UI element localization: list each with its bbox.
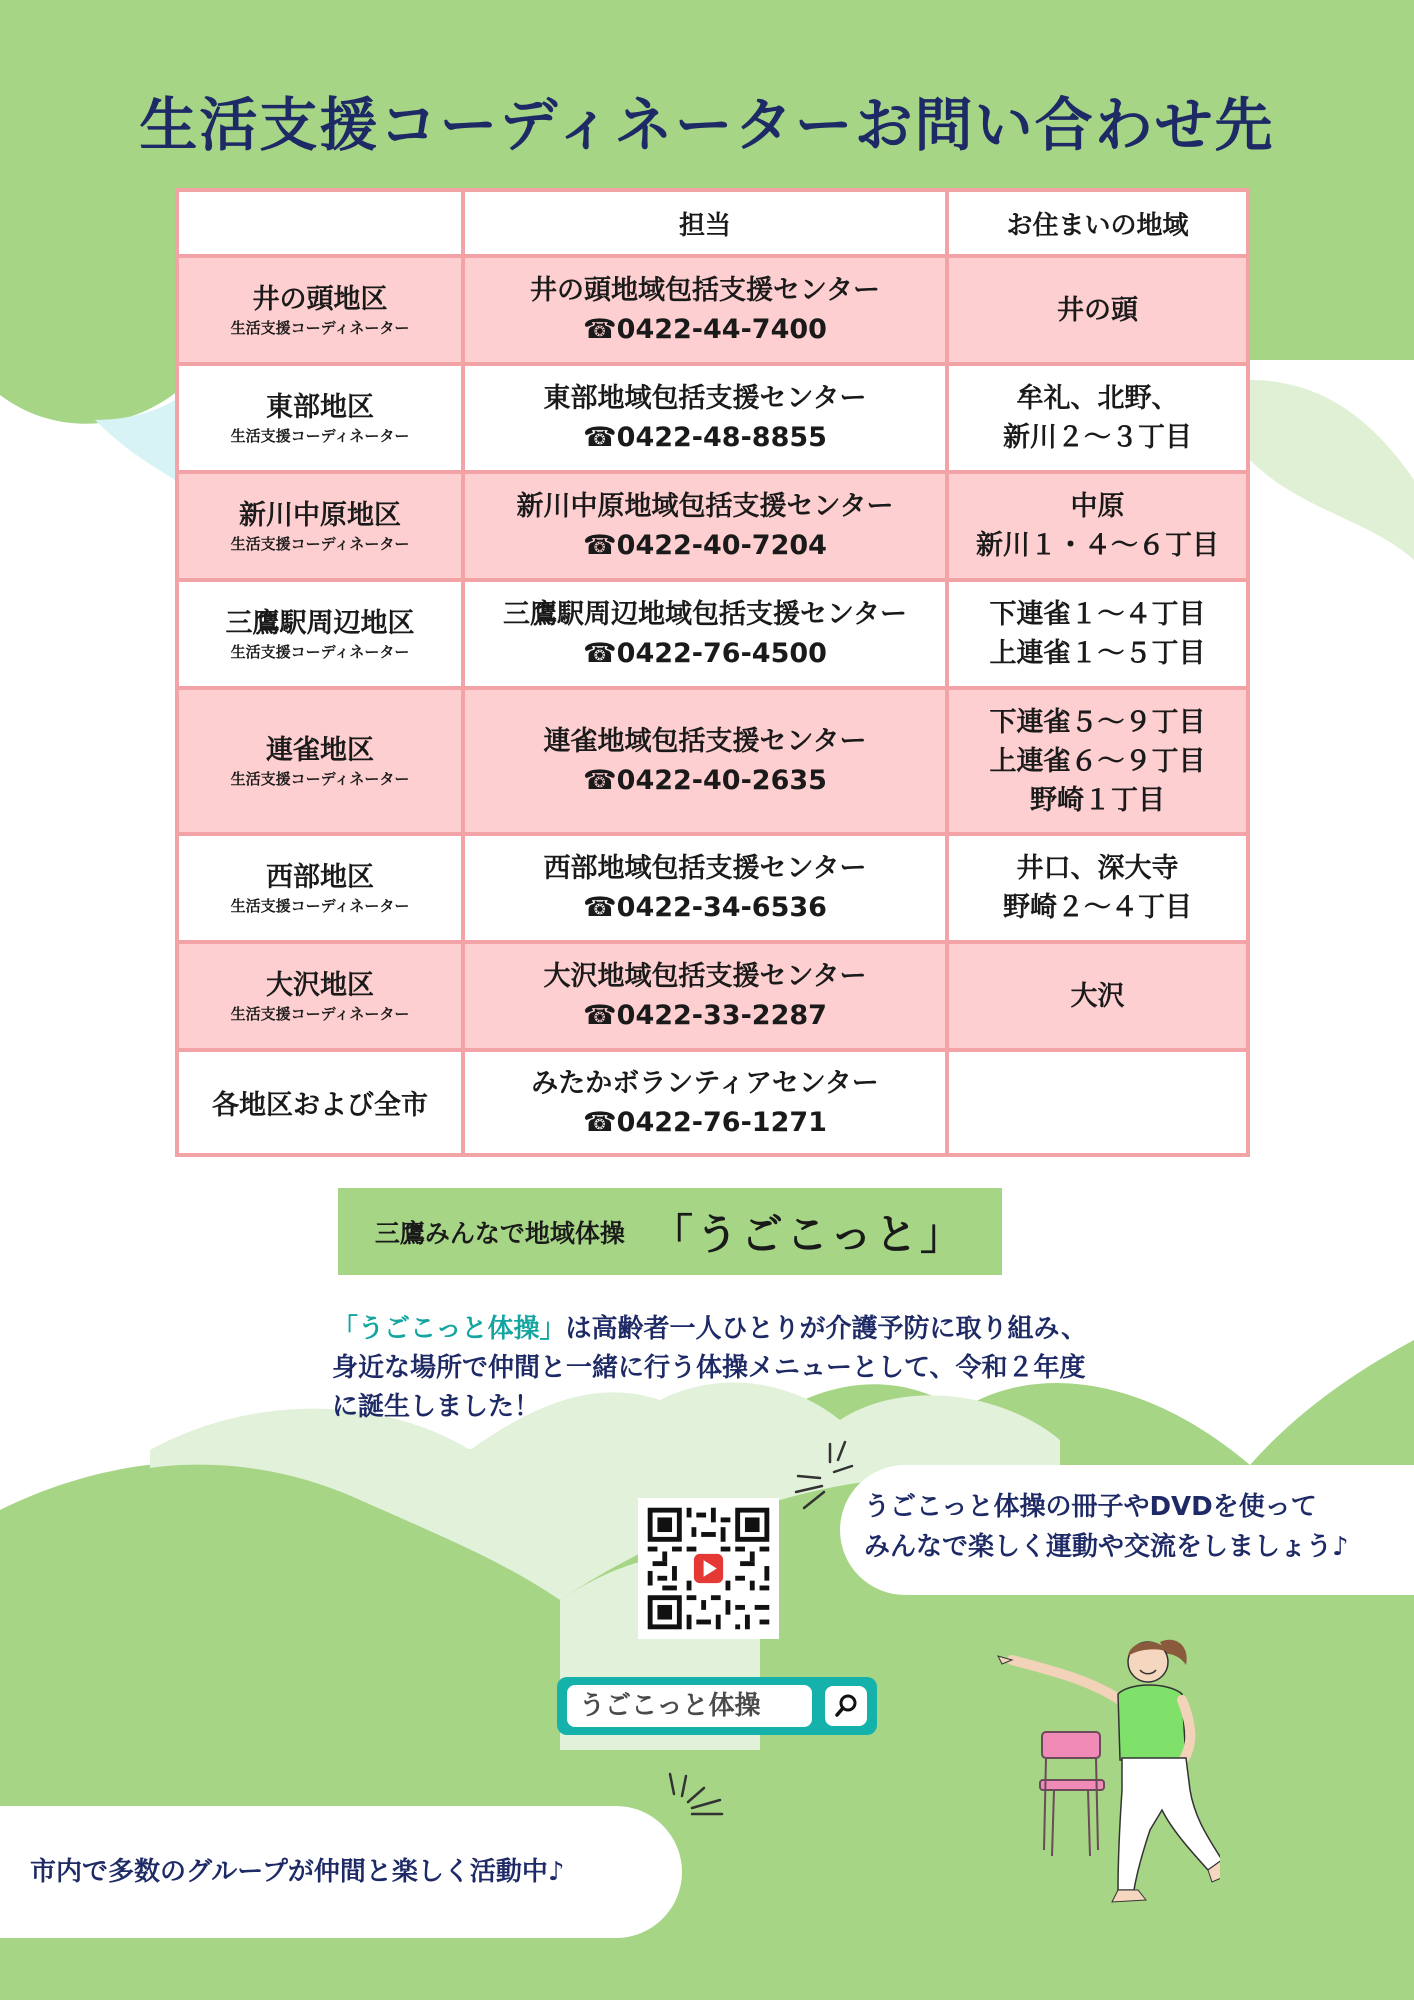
residence-cell xyxy=(947,1050,1248,1155)
area-name: 各地区および全市 xyxy=(212,1090,428,1121)
area-cell xyxy=(177,256,463,364)
banner-subtitle: 三鷹みんなで地域体操 xyxy=(374,1218,625,1248)
intro-text xyxy=(332,1310,1212,1427)
qr-code-pattern xyxy=(638,1498,779,1639)
phone-number: ☎0422-48-8855 xyxy=(583,422,827,453)
table-row xyxy=(177,472,1248,580)
area-name: 東部地区 xyxy=(266,392,374,423)
residence-line: 井の頭 xyxy=(1057,294,1138,326)
area-cell xyxy=(177,580,463,688)
area-cell xyxy=(177,472,463,580)
header-blank xyxy=(177,190,463,256)
residence-line: 新川１・４〜６丁目 xyxy=(976,530,1219,561)
residence-cell xyxy=(947,942,1248,1050)
area-cell xyxy=(177,364,463,472)
table-header-row xyxy=(177,190,1248,256)
residence-line: 中原 xyxy=(1070,491,1125,522)
center-cell xyxy=(463,834,947,942)
residence-line: 下連雀１〜４丁目 xyxy=(989,599,1206,630)
residence-line: 上連雀６〜９丁目 xyxy=(989,745,1206,777)
speech-bubble-left: 市内で多数のグループが仲間と楽しく活動中♪ xyxy=(0,1806,682,1938)
center-name: みたかボランティアセンター xyxy=(531,1067,879,1099)
area-sub: 生活支援コーディネーター xyxy=(230,1005,410,1023)
phone-number: ☎0422-76-1271 xyxy=(583,1106,827,1138)
residence-line: 大沢 xyxy=(1070,980,1125,1012)
header-center: 担当 xyxy=(463,190,947,256)
exercising-woman-illustration xyxy=(990,1620,1220,1920)
table-row xyxy=(177,580,1248,688)
phone-number: ☎0422-33-2287 xyxy=(583,1000,827,1031)
residence-cell xyxy=(947,364,1248,472)
area-cell xyxy=(177,834,463,942)
area-name: 連雀地区 xyxy=(266,735,374,766)
center-name: 連雀地域包括支援センター xyxy=(543,726,867,757)
search-button[interactable] xyxy=(825,1686,867,1726)
residence-line: 新川２〜３丁目 xyxy=(1003,422,1192,453)
center-cell xyxy=(463,1050,947,1155)
area-cell xyxy=(177,942,463,1050)
area-sub: 生活支援コーディネーター xyxy=(230,897,410,915)
qr-code-icon[interactable] xyxy=(638,1498,779,1639)
search-icon xyxy=(825,1686,867,1726)
table-row xyxy=(177,364,1248,472)
residence-line: 牟礼、北野、 xyxy=(1016,383,1179,414)
residence-line: 野崎１丁目 xyxy=(1030,784,1165,816)
residence-cell xyxy=(947,834,1248,942)
area-name: 新川中原地区 xyxy=(239,500,401,531)
intro-line3: に誕生しました！ xyxy=(332,1392,541,1422)
sparkle-lines-icon xyxy=(660,1770,740,1840)
center-cell xyxy=(463,942,947,1050)
center-cell xyxy=(463,688,947,834)
residence-line: 野崎２〜４丁目 xyxy=(1003,892,1192,923)
banner-title: 「うごこっと」 xyxy=(650,1209,966,1259)
intro-line1: は高齢者一人ひとりが介護予防に取り組み、 xyxy=(565,1314,1088,1344)
chair-icon xyxy=(1040,1732,1104,1856)
residence-cell xyxy=(947,256,1248,364)
table-row xyxy=(177,688,1248,834)
table-row xyxy=(177,942,1248,1050)
center-name: 三鷹駅周辺地域包括支援センター xyxy=(503,599,907,630)
page-title: 生活支援コーディネーターお問い合わせ先 xyxy=(139,91,1275,159)
search-input[interactable]: うごこっと体操 xyxy=(567,1685,812,1727)
bubble-right-line2: みんなで楽しく運動や交流をしましょう♪ xyxy=(864,1532,1349,1562)
phone-number: ☎0422-76-4500 xyxy=(583,638,827,669)
phone-number: ☎0422-40-2635 xyxy=(583,765,827,796)
area-sub: 生活支援コーディネーター xyxy=(230,643,410,661)
phone-number: ☎0422-34-6536 xyxy=(583,892,827,923)
bubble-right-line1: うごこっと体操の冊子やDVDを使って xyxy=(864,1492,1317,1522)
intro-highlight: 「うごこっと体操」 xyxy=(332,1314,566,1344)
area-name: 大沢地区 xyxy=(266,970,374,1001)
contact-table xyxy=(175,188,1250,1157)
ugokotto-banner xyxy=(338,1188,1002,1275)
center-name: 大沢地域包括支援センター xyxy=(543,961,867,992)
residence-line: 下連雀５〜９丁目 xyxy=(989,706,1206,738)
table-row xyxy=(177,834,1248,942)
area-name: 井の頭地区 xyxy=(252,284,388,315)
area-sub: 生活支援コーディネーター xyxy=(230,319,410,337)
speech-bubble-right xyxy=(840,1465,1414,1595)
header-residence: お住まいの地域 xyxy=(947,190,1248,256)
residence-cell xyxy=(947,688,1248,834)
residence-line: 井口、深大寺 xyxy=(1016,853,1179,884)
residence-cell xyxy=(947,580,1248,688)
center-cell xyxy=(463,256,947,364)
search-box[interactable] xyxy=(557,1677,877,1735)
residence-cell xyxy=(947,472,1248,580)
phone-number: ☎0422-40-7204 xyxy=(583,530,827,561)
table-row xyxy=(177,256,1248,364)
center-cell xyxy=(463,580,947,688)
center-name: 西部地域包括支援センター xyxy=(543,853,867,884)
table-row xyxy=(177,1050,1248,1155)
area-name: 西部地区 xyxy=(266,862,374,893)
phone-number: ☎0422-44-7400 xyxy=(583,314,827,345)
area-sub: 生活支援コーディネーター xyxy=(230,535,410,553)
residence-line: 上連雀１〜５丁目 xyxy=(989,638,1206,669)
area-name: 三鷹駅周辺地区 xyxy=(225,608,415,639)
area-cell xyxy=(177,1050,463,1155)
center-name: 井の頭地域包括支援センター xyxy=(530,275,880,306)
area-sub: 生活支援コーディネーター xyxy=(230,427,410,445)
center-cell xyxy=(463,364,947,472)
intro-line2: 身近な場所で仲間と一緒に行う体操メニューとして、令和２年度 xyxy=(332,1353,1086,1383)
center-name: 東部地域包括支援センター xyxy=(543,383,867,414)
center-cell xyxy=(463,472,947,580)
area-cell xyxy=(177,688,463,834)
area-sub: 生活支援コーディネーター xyxy=(230,770,410,788)
center-name: 新川中原地域包括支援センター xyxy=(516,491,894,522)
